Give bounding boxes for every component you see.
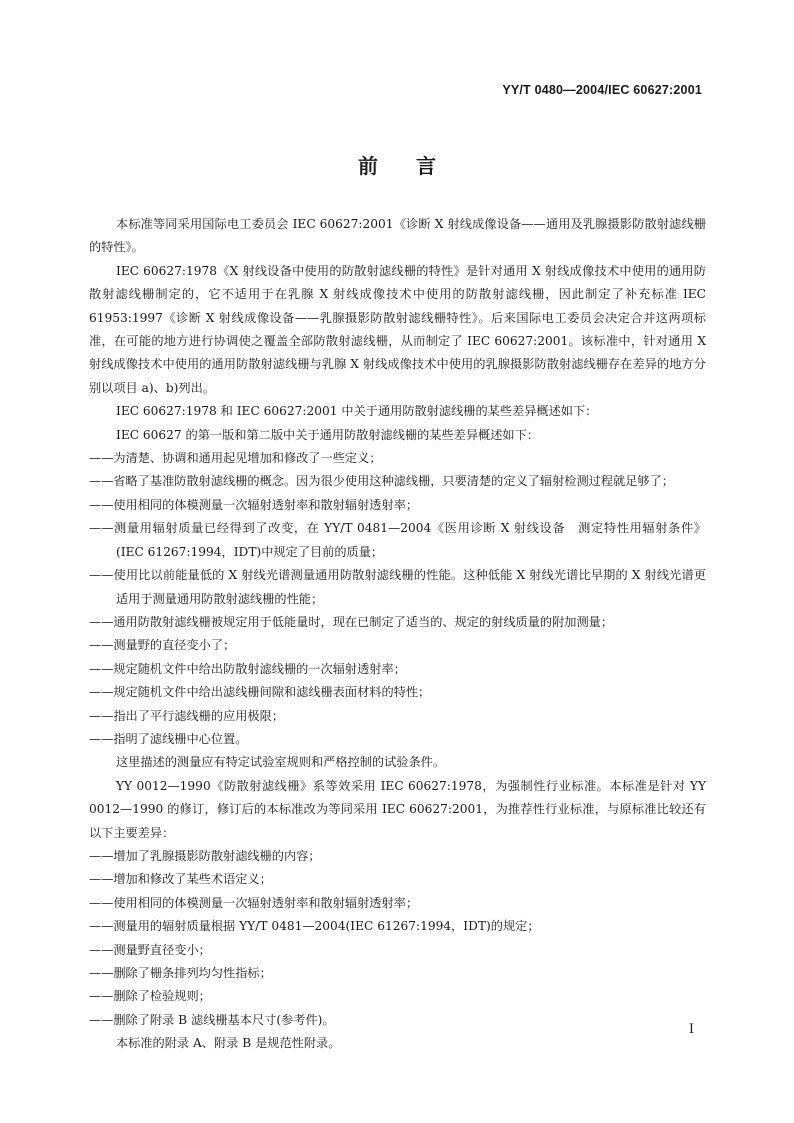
list-item: ——通用防散射滤线栅被规定用于低能量时，现在已制定了适当的、规定的射线质量的附加测量； [89,614,614,629]
document-body [89,213,706,1056]
list-item: ——删除了检验规则； [89,989,211,1004]
standard-code: YY/T 0480—2004/IEC 60627:2001 [502,83,702,97]
list-item: ——规定随机文件中给出防散射滤线栅的一次辐射透射率； [89,661,406,676]
list-item: ——指明了滤线栅中心位置。 [89,731,248,746]
paragraph-editions-intro: IEC 60627 的第一版和第二版中关于通用防散射滤线栅的某些差异概述如下： [116,427,539,442]
list-item: ——删除了栅条排列均匀性指标； [89,966,272,980]
paragraph-test-conditions: 这里描述的测量应有特定试验室规则和严格控制的试验条件。 [116,755,446,770]
paragraph-adoption: 本标准等同采用国际电工委员会 IEC 60627:2001《诊断 X 射线成像设备——通用及乳腺摄影防散射滤线栅的特性》。 [89,217,706,255]
list-item: ——使用相同的体模测量一次辐射透射率和散射辐射透射率； [89,895,419,910]
list-item: ——测量野的直径变小了； [89,638,236,653]
list-item: ——指出了平行滤线栅的应用极限； [89,708,284,723]
page-number: I [688,1022,694,1037]
page-title: 前言 [358,154,474,178]
differences-list-1 [89,447,706,751]
paragraph-annexes: 本标准的附录 A、附录 B 是规范性附录。 [116,1036,341,1051]
list-item: ——增加了乳腺摄影防散射滤线栅的内容； [89,848,321,863]
list-item: ——省略了基准防散射滤线栅的概念。因为很少使用这种滤线栅，只要清楚的定义了辐射检测过程就足够了； [89,474,674,489]
paragraph-revision: YY 0012—1990《防散射滤线栅》系等效采用 IEC 60627:1978，为强制性行业标准。本标准是针对 YY 0012—1990 的修订，修订后的本标准改为等同采用 IEC 60627:2001，为推荐性行业标准，与原标准比较还有以下主要差异： [89,778,706,840]
paragraph-differences-intro: IEC 60627:1978 和 IEC 60627:2001 中关于通用防散射滤线栅的某些差异概述如下： [116,404,598,419]
list-item: ——为清楚、协调和通用起见增加和修改了一些定义； [89,451,382,466]
list-item: ——使用相同的体模测量一次辐射透射率和散射辐射透射率； [89,497,419,512]
list-item: ——使用比以前能量低的 X 射线光谱测量通用防散射滤线栅的性能。这种低能 X 射线光谱比早期的 X 射线光谱更适用于测量通用防散射滤线栅的性能； [89,568,706,606]
paragraph-history: IEC 60627:1978《X 射线设备中使用的防散射滤线栅的特性》是针对通用 X 射线成像技术中使用的通用防散射滤线栅制定的，它不适用于在乳腺 X 射线成像技术中使用的防散射滤线栅，因此制定了补充标准 IEC 61953:1997《诊断 X 射线成像设备——乳腺摄影防散射滤线栅特性》。后来国际电工委员会决定合并这两项标准，在可能的地方进行协调使之覆盖全部防散射滤线栅，从而制定了 IEC 60627:2001。该标准中，针对通用 X 射线成像技术中使用的通用防散射滤线栅与乳腺 X 射线成像技术中使用的乳腺摄影防散射滤线栅存在差异的地方分别以项目 a)、b)列出。 [89,263,706,395]
list-item: ——测量用的辐射质量根据 YY/T 0481—2004(IEC 61267:1994，IDT)的规定； [89,919,540,934]
list-item: ——测量野直径变小； [89,942,211,957]
differences-list-2 [89,845,706,1032]
list-item: ——增加和修改了某些术语定义； [89,872,272,887]
list-item: ——测量用辐射质量已经得到了改变，在 YY/T 0481—2004《医用诊断 X 射线设备 测定特性用辐射条件》(IEC 61267:1994，IDT)中规定了目前的质量； [89,521,706,559]
list-item: ——删除了附录 B 滤线栅基本尺寸(参考件)。 [89,1012,335,1027]
list-item: ——规定随机文件中给出滤线栅间隙和滤线栅表面材料的特性； [89,685,431,700]
